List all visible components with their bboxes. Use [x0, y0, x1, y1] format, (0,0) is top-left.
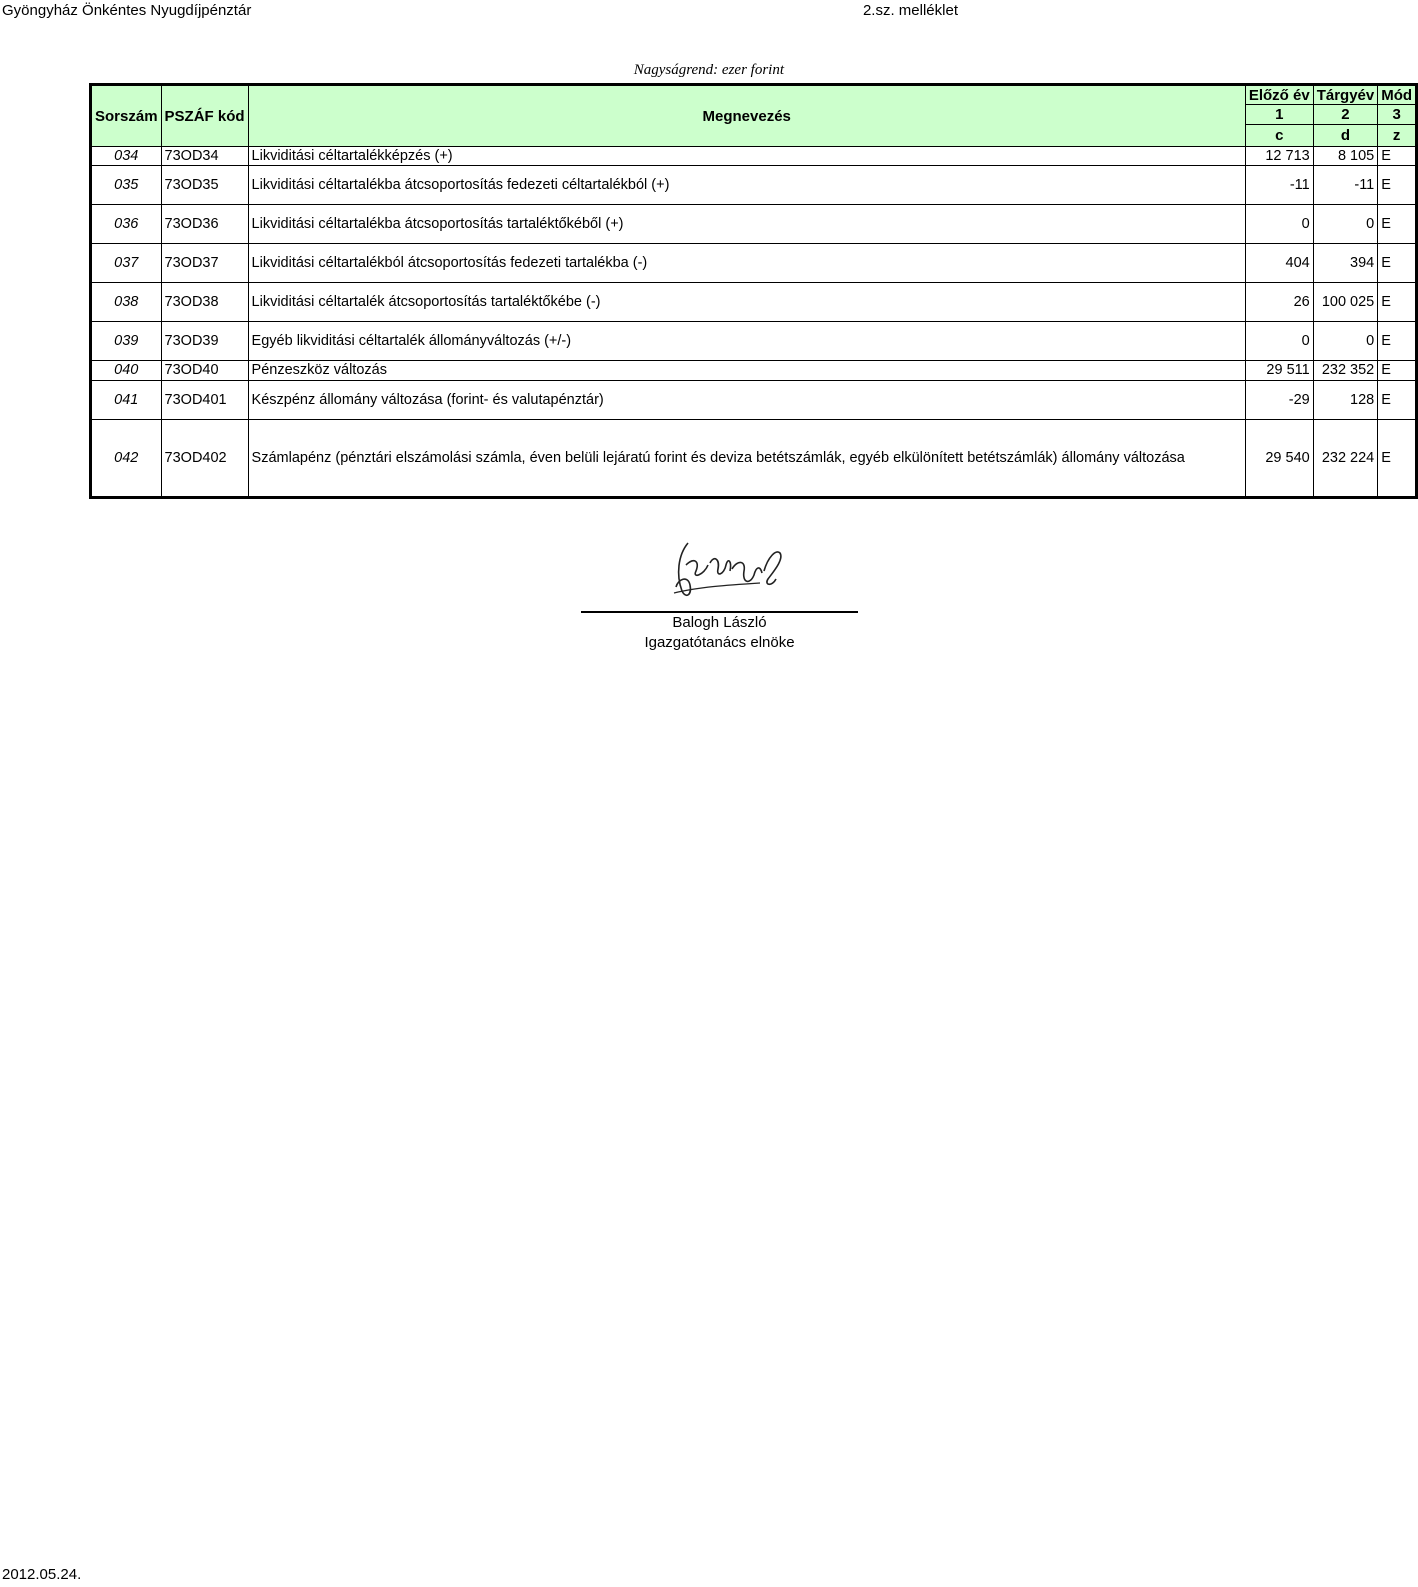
row-prev-value: 29 511: [1245, 361, 1313, 381]
row-mod: E: [1378, 283, 1417, 322]
row-curr-value: 8 105: [1313, 147, 1378, 166]
row-curr-value: 394: [1313, 244, 1378, 283]
row-code: 73OD402: [161, 420, 248, 498]
row-desc: Likviditási céltartalékba átcsoportosítás fedezeti céltartalékból (+): [248, 166, 1245, 205]
row-curr-value: -11: [1313, 166, 1378, 205]
row-curr-value: 0: [1313, 322, 1378, 361]
row-mod: E: [1378, 322, 1417, 361]
document-date: 2012.05.24.: [2, 1566, 82, 1583]
row-seq: 038: [91, 283, 162, 322]
row-code: 73OD37: [161, 244, 248, 283]
row-desc: Likviditási céltartalékból átcsoportosítás fedezeti tartalékba (-): [248, 244, 1245, 283]
signatory-title: Igazgatótanács elnöke: [644, 634, 795, 651]
row-mod: E: [1378, 166, 1417, 205]
row-mod: E: [1378, 244, 1417, 283]
row-prev-value: 0: [1245, 322, 1313, 361]
row-curr-value: 232 224: [1313, 420, 1378, 498]
table-row: [91, 205, 1417, 244]
row-desc: Likviditási céltartalékképzés (+): [248, 147, 1245, 166]
table-row: [91, 420, 1417, 498]
header-pszaf-kod: PSZÁF kód: [161, 85, 248, 147]
row-seq: 040: [91, 361, 162, 381]
header-megnevezes: Megnevezés: [248, 85, 1245, 147]
row-curr-value: 232 352: [1313, 361, 1378, 381]
table-row: [91, 381, 1417, 420]
header-prev-year: Előző év: [1245, 85, 1313, 105]
header-curr-year: Tárgyév: [1313, 85, 1378, 105]
row-prev-value: -11: [1245, 166, 1313, 205]
header-organization: Gyöngyház Önkéntes Nyugdíjpénztár: [2, 2, 252, 19]
table-row: [91, 283, 1417, 322]
row-desc: Pénzeszköz változás: [248, 361, 1245, 381]
row-prev-value: -29: [1245, 381, 1313, 420]
table-row: [91, 361, 1417, 381]
row-mod: E: [1378, 381, 1417, 420]
row-code: 73OD401: [161, 381, 248, 420]
header-col-letter-d: d: [1313, 125, 1378, 147]
row-code: 73OD34: [161, 147, 248, 166]
header-col-letter-c: c: [1245, 125, 1313, 147]
row-desc: Likviditási céltartalék átcsoportosítás tartaléktőkébe (-): [248, 283, 1245, 322]
header-col-num-2: 2: [1313, 105, 1378, 125]
row-mod: E: [1378, 361, 1417, 381]
header-sorszam: Sorszám: [91, 85, 162, 147]
row-prev-value: 0: [1245, 205, 1313, 244]
header-col-letter-z: z: [1378, 125, 1417, 147]
signatory-name: Balogh László: [672, 614, 767, 631]
table-row: [91, 166, 1417, 205]
row-seq: 037: [91, 244, 162, 283]
row-prev-value: 12 713: [1245, 147, 1313, 166]
unit-note: Nagyságrend: ezer forint: [633, 62, 784, 78]
table-row: [91, 244, 1417, 283]
row-code: 73OD36: [161, 205, 248, 244]
cash-flow-table: [89, 83, 1418, 499]
row-seq: 039: [91, 322, 162, 361]
row-curr-value: 0: [1313, 205, 1378, 244]
row-mod: E: [1378, 147, 1417, 166]
row-code: 73OD35: [161, 166, 248, 205]
row-seq: 034: [91, 147, 162, 166]
row-code: 73OD40: [161, 361, 248, 381]
row-code: 73OD39: [161, 322, 248, 361]
handwritten-signature: [668, 535, 788, 603]
row-curr-value: 100 025: [1313, 283, 1378, 322]
row-code: 73OD38: [161, 283, 248, 322]
row-desc: Számlapénz (pénztári elszámolási számla, éven belüli lejáratú forint és deviza betétszámlák, egyéb elkülönített betétszámlák) állomány változása: [248, 420, 1245, 498]
row-prev-value: 26: [1245, 283, 1313, 322]
row-mod: E: [1378, 205, 1417, 244]
signature-line: [581, 611, 858, 613]
row-desc: Likviditási céltartalékba átcsoportosítás tartaléktőkéből (+): [248, 205, 1245, 244]
header-attachment-number: 2.sz. melléklet: [862, 2, 958, 19]
row-mod: E: [1378, 420, 1417, 498]
row-prev-value: 29 540: [1245, 420, 1313, 498]
header-col-num-1: 1: [1245, 105, 1313, 125]
row-seq: 041: [91, 381, 162, 420]
table-row: [91, 322, 1417, 361]
row-seq: 042: [91, 420, 162, 498]
row-curr-value: 128: [1313, 381, 1378, 420]
header-mod: Mód: [1378, 85, 1417, 105]
row-desc: Készpénz állomány változása (forint- és valutapénztár): [248, 381, 1245, 420]
table-row: [91, 147, 1417, 166]
row-seq: 035: [91, 166, 162, 205]
row-prev-value: 404: [1245, 244, 1313, 283]
header-col-num-3: 3: [1378, 105, 1417, 125]
row-seq: 036: [91, 205, 162, 244]
row-desc: Egyéb likviditási céltartalék állományváltozás (+/-): [248, 322, 1245, 361]
